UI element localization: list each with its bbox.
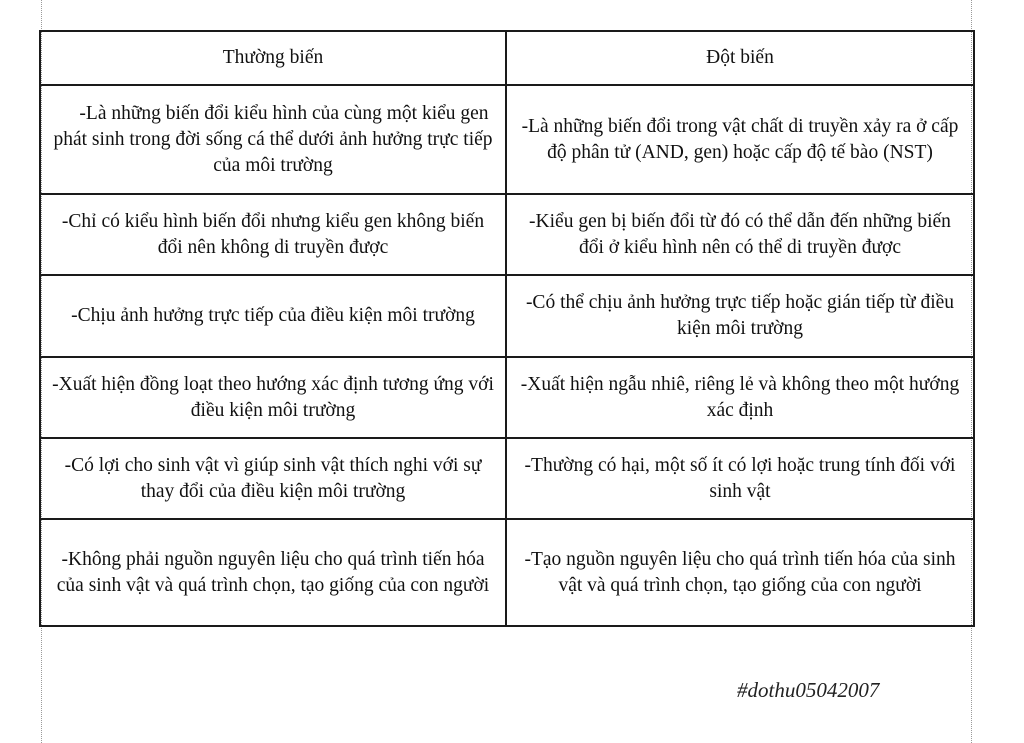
table-cell-thuong-bien: -Chỉ có kiểu hình biến đổi nhưng kiểu gen không biến đổi nên không di truyền được <box>40 194 506 275</box>
table-cell-thuong-bien: -Là những biến đổi kiểu hình của cùng một kiểu gen phát sinh trong đời sống cá thể dưới ảnh hưởng trực tiếp của môi trường <box>40 85 506 194</box>
comparison-table <box>39 30 975 627</box>
table-cell-dot-bien: -Kiểu gen bị biến đổi từ đó có thể dẫn đến những biến đổi ở kiểu hình nên có thể di truyền được <box>506 194 974 275</box>
table-cell-thuong-bien: -Có lợi cho sinh vật vì giúp sinh vật thích nghi với sự thay đổi của điều kiện môi trường <box>40 438 506 519</box>
table-cell-dot-bien: -Có thể chịu ảnh hưởng trực tiếp hoặc gián tiếp từ điều kiện môi trường <box>506 275 974 357</box>
table-cell-thuong-bien: -Chịu ảnh hưởng trực tiếp của điều kiện môi trường <box>40 275 506 357</box>
header-thuong-bien: Thường biến <box>40 31 506 85</box>
table-cell-dot-bien: -Là những biến đổi trong vật chất di truyền xảy ra ở cấp độ phân tử (AND, gen) hoặc cấp độ tế bào (NST) <box>506 85 974 194</box>
table-cell-dot-bien: -Xuất hiện ngẫu nhiê, riêng lẻ và không theo một hướng xác định <box>506 357 974 438</box>
author-signature: #dothu05042007 <box>737 678 880 702</box>
table-cell-thuong-bien: -Xuất hiện đồng loạt theo hướng xác định tương ứng với điều kiện môi trường <box>40 357 506 438</box>
table-cell-dot-bien: -Thường có hại, một số ít có lợi hoặc trung tính đối với sinh vật <box>506 438 974 519</box>
table-cell-dot-bien: -Tạo nguồn nguyên liệu cho quá trình tiến hóa của sinh vật và quá trình chọn, tạo giống của con người <box>506 519 974 626</box>
table-row <box>40 519 974 626</box>
table-row <box>40 438 974 519</box>
table-row <box>40 357 974 438</box>
table-header-row <box>40 31 974 85</box>
table-row <box>40 85 974 194</box>
header-dot-bien: Đột biến <box>506 31 974 85</box>
table-row <box>40 275 974 357</box>
table-row <box>40 194 974 275</box>
table-cell-thuong-bien: -Không phải nguồn nguyên liệu cho quá trình tiến hóa của sinh vật và quá trình chọn, tạo giống của con người <box>40 519 506 626</box>
